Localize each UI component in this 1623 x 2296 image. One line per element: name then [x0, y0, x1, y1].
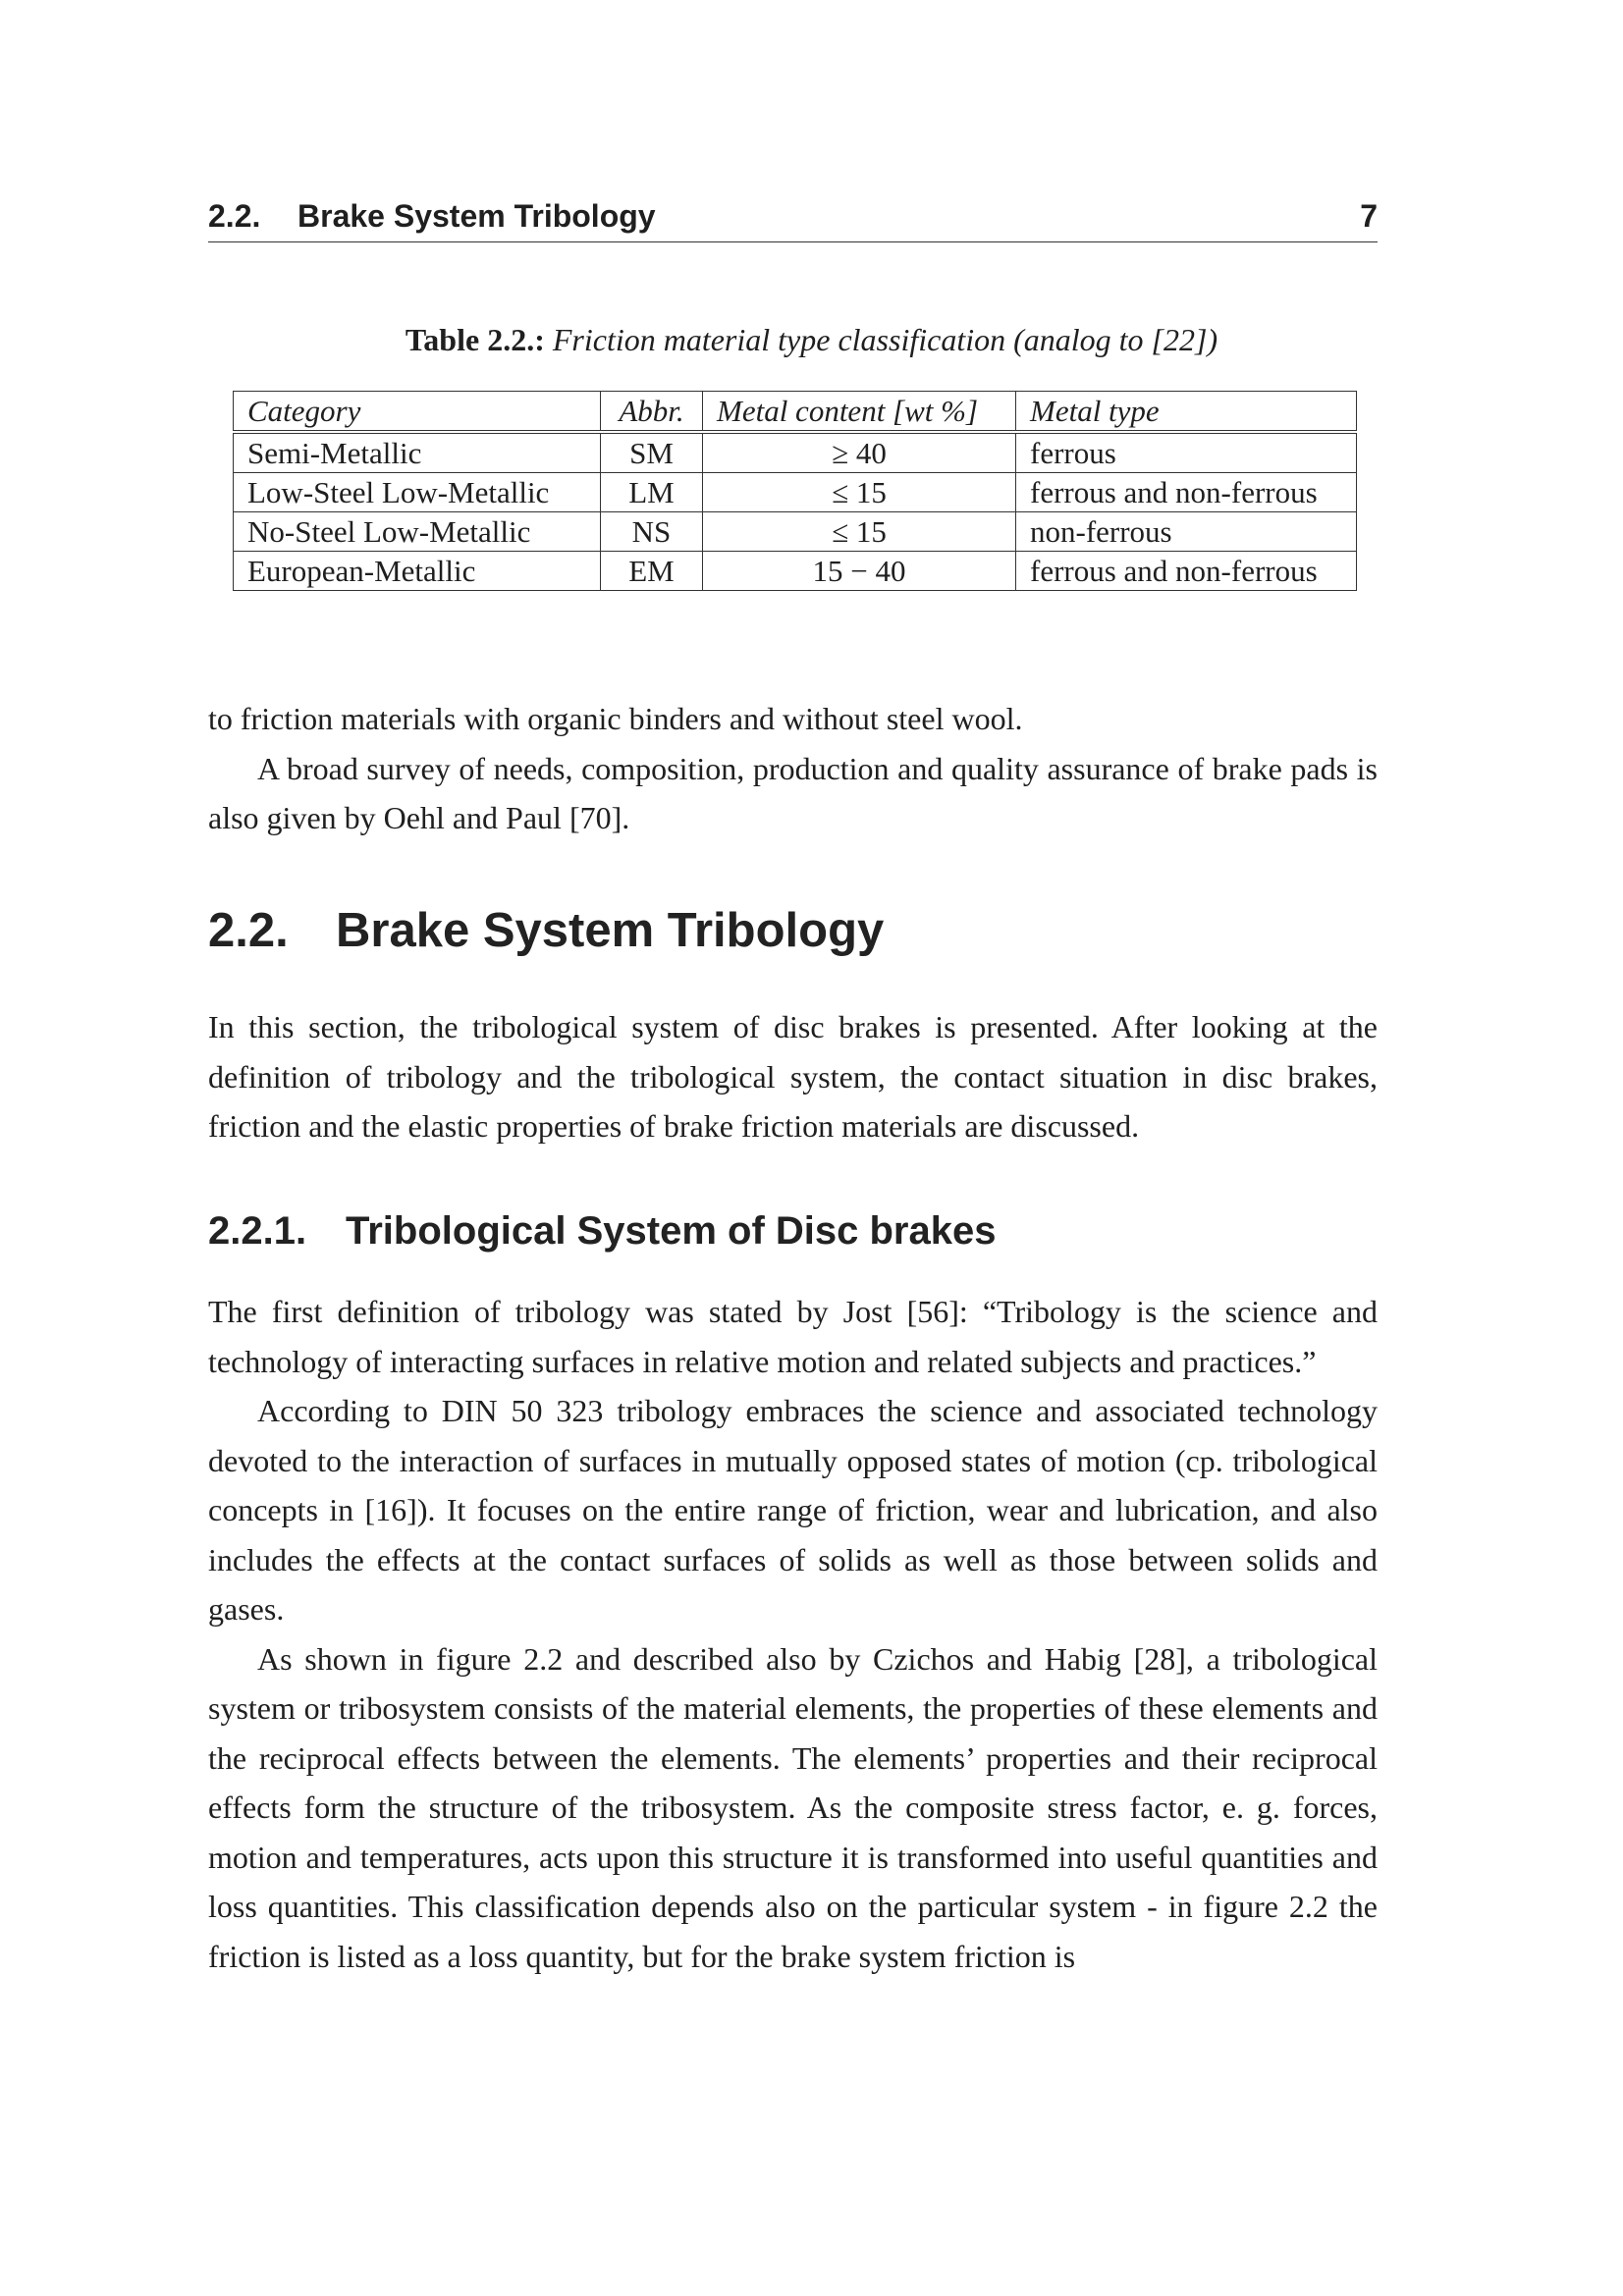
table-caption — [0, 322, 1623, 358]
table-cell: ferrous and non-ferrous — [1016, 552, 1357, 591]
table-row — [234, 512, 1357, 552]
table-cell: SM — [601, 432, 703, 473]
table-cell: ≤ 15 — [703, 512, 1016, 552]
subsection-number: 2.2.1. — [208, 1209, 307, 1253]
table-cell: ≤ 15 — [703, 473, 1016, 512]
table-cell: European-Metallic — [234, 552, 601, 591]
column-header-abbr: Abbr. — [601, 392, 703, 433]
table-cell: ferrous and non-ferrous — [1016, 473, 1357, 512]
section-heading — [208, 903, 884, 958]
running-header — [208, 198, 1378, 242]
friction-material-table — [233, 391, 1357, 591]
paragraph: As shown in figure 2.2 and described also by Czichos and Habig [28], a tribological system or tribosystem consists of the material elements, the properties of these elements and the reciprocal effects between the elements. The elements’ properties and their reciprocal effects form the structure of the tribosystem. As the composite stress factor, e. g. forces, motion and temperatures, acts upon this structure it is transformed into useful quantities and loss quantities. This classification depends also on the particular system - in figure 2.2 the friction is listed as a loss quantity, but for the brake system friction is — [208, 1640, 1378, 1974]
section-number: 2.2. — [208, 904, 289, 957]
column-header-metal-type: Metal type — [1016, 392, 1357, 433]
paragraph: In this section, the tribological system of disc brakes is presented. After looking at the definition of tribology and the tribological system, the contact situation in disc brakes, friction and the elastic properties of brake friction materials are discussed. — [208, 1009, 1378, 1144]
intro-text — [208, 694, 1378, 843]
table-cell: Low-Steel Low-Metallic — [234, 473, 601, 512]
table-cell: Semi-Metallic — [234, 432, 601, 473]
table-caption-text: Friction material type classification (analog to [22]) — [552, 322, 1218, 357]
header-section-number: 2.2. — [208, 198, 261, 234]
column-header-category: Category — [234, 392, 601, 433]
table-cell: non-ferrous — [1016, 512, 1357, 552]
paragraph: A broad survey of needs, composition, production and quality assurance of brake pads is also given by Oehl and Paul [70]. — [208, 750, 1378, 835]
table-cell: EM — [601, 552, 703, 591]
table-row — [234, 473, 1357, 512]
table-row — [234, 552, 1357, 591]
table-cell: ferrous — [1016, 432, 1357, 473]
subsection-heading — [208, 1209, 996, 1254]
table-cell: 15 − 40 — [703, 552, 1016, 591]
subsection-text — [208, 1287, 1378, 1981]
header-section-title: Brake System Tribology — [298, 198, 656, 234]
subsection-title: Tribological System of Disc brakes — [346, 1209, 997, 1253]
table-row — [234, 432, 1357, 473]
paragraph: According to DIN 50 323 tribology embraces the science and associated technology devoted to the interaction of surfaces in mutually opposed states of motion (cp. tribological concepts in [16]). It focuses on the entire range of friction, wear and lubrication, and also includes the effects at the contact surfaces of solids as well as those between solids and gases. — [208, 1393, 1378, 1627]
table-cell: ≥ 40 — [703, 432, 1016, 473]
table-cell: LM — [601, 473, 703, 512]
table-header-row — [234, 392, 1357, 433]
table-cell: No-Steel Low-Metallic — [234, 512, 601, 552]
column-header-metal-content: Metal content [wt %] — [703, 392, 1016, 433]
page-number: 7 — [1360, 198, 1378, 234]
table-caption-label: Table 2.2.: — [405, 322, 545, 357]
paragraph: The first definition of tribology was stated by Jost [56]: “Tribology is the science and technology of interacting surfaces in relative motion and related subjects and practices.” — [208, 1294, 1378, 1379]
section-text — [208, 1002, 1378, 1151]
section-title: Brake System Tribology — [336, 904, 885, 957]
table-cell: NS — [601, 512, 703, 552]
paragraph: to friction materials with organic binders and without steel wool. — [208, 701, 1023, 736]
